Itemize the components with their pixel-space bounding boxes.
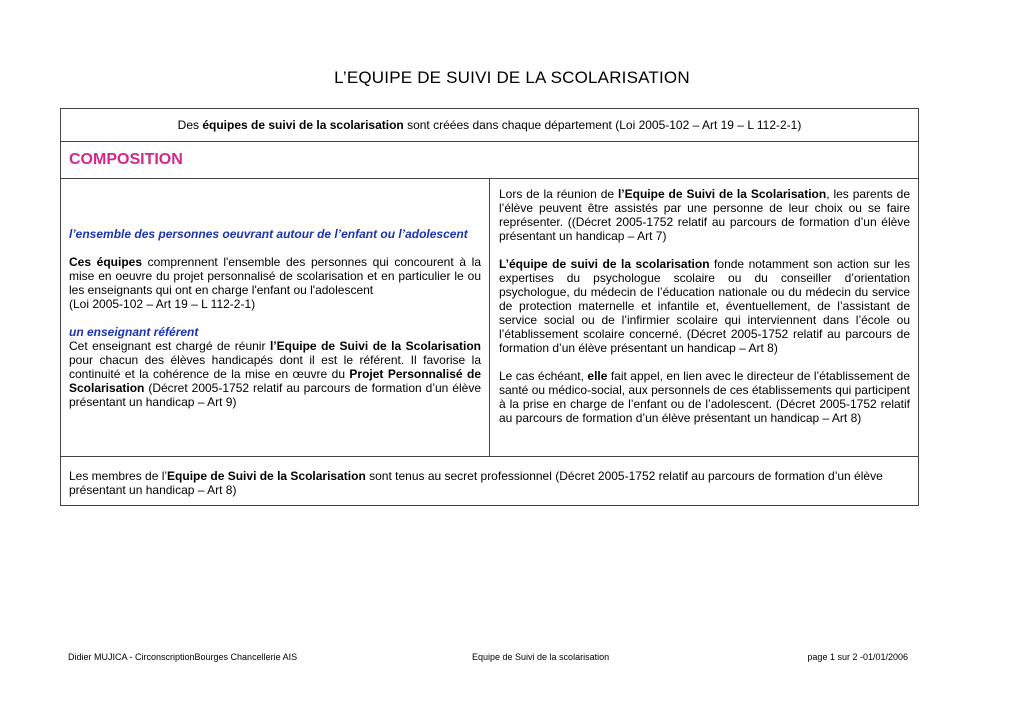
secret-pre: Les membres de l’ [69, 469, 168, 483]
intro-row [61, 109, 918, 142]
right-p2-bold: L’équipe de suivi de la scolarisation [499, 257, 710, 271]
left-heading-referent: un enseignant référent [69, 325, 199, 339]
left-p1-bold: Ces équipes [69, 255, 143, 269]
columns-row [61, 179, 918, 457]
right-p3-b: fait appel, en lien avec le directeur de l’établissement de santé ou médico-social, aux personnels de ces établissements qui participent à la prise en charge de l’enfant ou de l’adolescent. (Décret 2005-1752 relatif au parcours de formation d’un élève présentant un handicap – Art 8) [499, 369, 910, 425]
right-p2-text: fonde notamment son action sur les expertises du psychologue scolaire ou du conseiller d’orientation psychologue, du médecin de l’éducation nationale ou du médecin du service de protection maternelle et infantile et, éventuellement, de l’assistant de service social ou de l’infirmier scolaire qui interviennent dans l’école ou l’établissement scolaire concerné. (Décret 2005-1752 relatif au parcours de formation d’un élève présentant un handicap – Art 8) [499, 257, 910, 355]
intro-text-bold: équipes de suivi de la scolarisation [202, 118, 404, 132]
right-p3-bold: elle [587, 369, 608, 383]
intro-text-post: sont créées dans chaque département (Loi 2005-102 – Art 19 – L 112-2-1) [403, 118, 802, 132]
content-table [60, 108, 919, 506]
right-paragraph-cas-echeant [499, 369, 910, 425]
footer-author: Didier MUJICA - CirconscriptionBourges Chancellerie AIS [68, 652, 298, 662]
left-p2-bold2: Projet Personnalisé de Scolarisation [69, 367, 481, 395]
intro-text-pre: Des [177, 118, 203, 132]
right-p3-a: Le cas échéant, [499, 369, 588, 383]
right-p1-b: , les parents de l’élève peuvent être assistés par une personne de leur choix ou se faire représenter. ((Décret 2005-1752 relatif au parcours de formation d’un élève présentant un handicap – Art 7) [499, 187, 910, 243]
footer-page-number: page 1 sur 2 -01/01/2006 [807, 652, 908, 662]
page-title: L’EQUIPE DE SUIVI DE LA SCOLARISATION [334, 68, 690, 87]
secret-row [61, 457, 918, 505]
left-p2-c: (Décret 2005-1752 relatif au parcours de formation d’un élève présentant un handicap – Art 9) [69, 381, 481, 409]
secret-post: sont tenus au secret professionnel (Décret 2005-1752 relatif au parcours de formation d’un élève présentant un handicap – Art 8) [69, 469, 883, 497]
left-column [61, 179, 490, 456]
left-p2-bold1: l’Equipe de Suivi de la Scolarisation [269, 339, 482, 353]
composition-heading: COMPOSITION [69, 151, 183, 168]
right-p1-bold: l’Equipe de Suivi de la Scolarisation [617, 187, 827, 201]
composition-row [61, 142, 918, 179]
left-paragraph-equipes [69, 255, 481, 311]
left-p2-a: Cet enseignant est chargé de réunir [69, 339, 270, 353]
left-paragraph-referent [69, 339, 481, 409]
left-p1-ref: (Loi 2005-102 – Art 19 – L 112-2-1) [69, 297, 256, 311]
right-paragraph-reunion [499, 187, 910, 243]
right-p1-a: Lors de la réunion de [499, 187, 618, 201]
footer-document-title: Equipe de Suivi de la scolarisation [472, 652, 610, 662]
left-heading-ensemble: l’ensemble des personnes oeuvrant autour de l’enfant ou l’adolescent [69, 227, 468, 241]
right-column [490, 179, 918, 456]
left-p1-text: comprennent l'ensemble des personnes qui concourent à la mise en oeuvre du projet personnalisé de scolarisation et en particulier le ou les enseignants qui ont en charge l'enfant ou l'adolescent [69, 255, 481, 297]
secret-bold: Equipe de Suivi de la Scolarisation [167, 469, 366, 483]
right-paragraph-expertises [499, 257, 910, 355]
left-p2-b: pour chacun des élèves handicapés dont il est le référent. Il favorise la continuité et la cohérence de la mise en œuvre du [69, 353, 481, 381]
